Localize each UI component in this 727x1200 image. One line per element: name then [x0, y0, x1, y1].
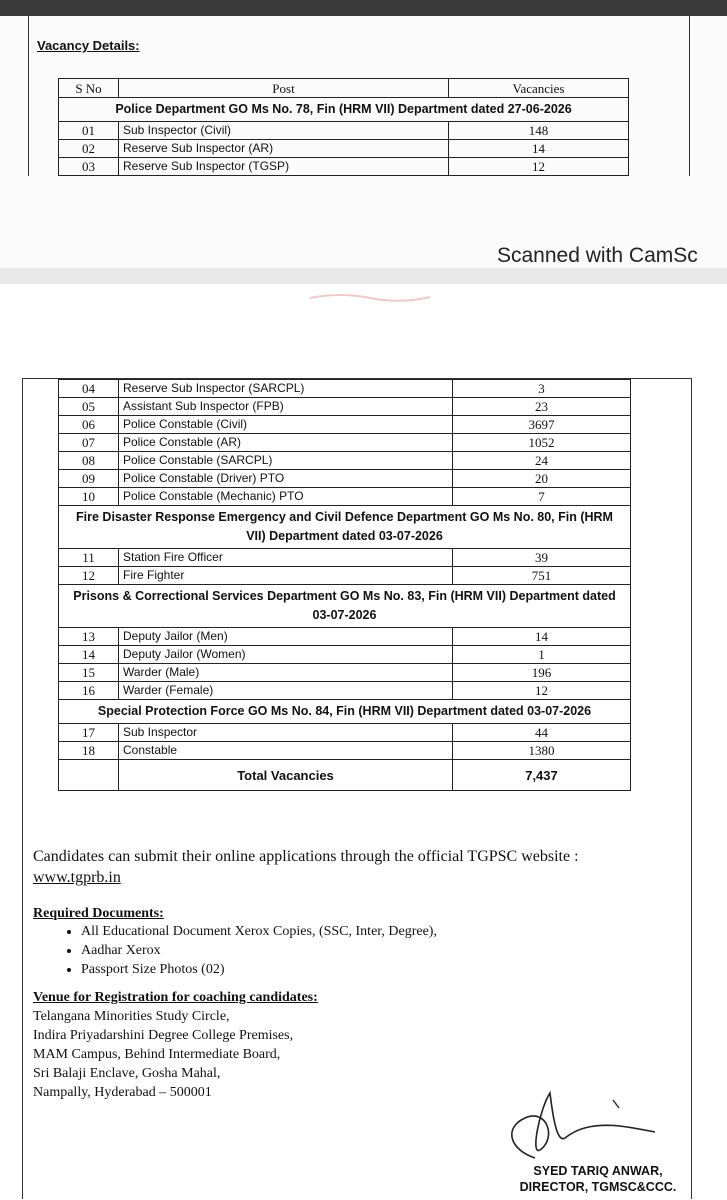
department-police: Police Department GO Ms No. 78, Fin (HRM VII) Department dated 27-06-2026	[59, 98, 629, 122]
required-list	[33, 922, 437, 979]
row-vacancies: 39	[453, 549, 631, 567]
table-row	[59, 549, 631, 567]
list-item: • Passport Size Photos (02)	[81, 960, 437, 979]
row-vacancies: 20	[453, 470, 631, 488]
row-vacancies: 1380	[453, 742, 631, 760]
row-vacancies: 12	[449, 158, 629, 176]
row-post: Police Constable (AR)	[119, 434, 453, 452]
row-sno: 11	[59, 549, 119, 567]
row-vacancies: 14	[449, 140, 629, 158]
table-row	[59, 664, 631, 682]
row-vacancies: 3	[453, 380, 631, 398]
row-vacancies: 12	[453, 682, 631, 700]
table-row	[59, 567, 631, 585]
table-row	[59, 122, 629, 140]
department-row	[59, 585, 631, 628]
table-row	[59, 724, 631, 742]
row-sno: 05	[59, 398, 119, 416]
venue-line: Telangana Minorities Study Circle,	[33, 1009, 230, 1024]
row-vacancies: 196	[453, 664, 631, 682]
row-post: Warder (Female)	[119, 682, 453, 700]
required-documents	[33, 906, 437, 979]
row-sno: 16	[59, 682, 119, 700]
row-sno: 09	[59, 470, 119, 488]
table-row	[59, 470, 631, 488]
vacancy-heading: Vacancy Details:	[37, 38, 140, 53]
table-row	[59, 628, 631, 646]
venue-line: MAM Campus, Behind Intermediate Board,	[33, 1047, 281, 1062]
total-row	[59, 760, 631, 791]
row-post: Reserve Sub Inspector (AR)	[119, 140, 449, 158]
row-vacancies: 1	[453, 646, 631, 664]
application-note	[33, 846, 703, 888]
department-row	[59, 98, 629, 122]
required-title: Required Documents:	[33, 906, 164, 921]
row-vacancies: 44	[453, 724, 631, 742]
row-vacancies: 1052	[453, 434, 631, 452]
row-sno: 02	[59, 140, 119, 158]
venue-line: Nampally, Hyderabad – 500001	[33, 1085, 212, 1100]
venue-line: Indira Priyadarshini Degree College Premises,	[33, 1028, 294, 1043]
total-value: 7,437	[453, 760, 631, 791]
venue-line: Sri Balaji Enclave, Gosha Mahal,	[33, 1066, 221, 1081]
header-vacancies: Vacancies	[449, 79, 629, 98]
venue-title: Venue for Registration for coaching candidates:	[33, 990, 318, 1005]
row-post: Assistant Sub Inspector (FPB)	[119, 398, 453, 416]
row-post: Police Constable (SARCPL)	[119, 452, 453, 470]
row-post: Police Constable (Mechanic) PTO	[119, 488, 453, 506]
row-sno: 04	[59, 380, 119, 398]
row-post: Deputy Jailor (Women)	[119, 646, 453, 664]
department-spf: Special Protection Force GO Ms No. 84, Fin (HRM VII) Department dated 03-07-2026	[59, 700, 631, 724]
venue-block	[33, 988, 318, 1102]
table-row	[59, 140, 629, 158]
signatory-title: DIRECTOR, TGMSC&CCC.	[519, 1180, 677, 1194]
scanner-watermark: Scanned with CamSc	[497, 244, 698, 267]
header-sno: S No	[59, 79, 119, 98]
row-sno: 10	[59, 488, 119, 506]
table-row	[59, 434, 631, 452]
vacancy-table-part-2	[58, 379, 631, 791]
row-sno: 13	[59, 628, 119, 646]
row-post: Warder (Male)	[119, 664, 453, 682]
row-vacancies: 3697	[453, 416, 631, 434]
row-vacancies: 148	[449, 122, 629, 140]
row-vacancies: 14	[453, 628, 631, 646]
website-link[interactable]: www.tgprb.in	[33, 869, 121, 886]
table-row	[59, 158, 629, 176]
row-sno: 08	[59, 452, 119, 470]
row-post: Deputy Jailor (Men)	[119, 628, 453, 646]
row-sno: 06	[59, 416, 119, 434]
row-vacancies: 7	[453, 488, 631, 506]
row-sno: 07	[59, 434, 119, 452]
signatory-name: SYED TARIQ ANWAR,	[533, 1164, 663, 1178]
vacancy-table-part-1	[58, 78, 629, 176]
row-post: Reserve Sub Inspector (SARCPL)	[119, 380, 453, 398]
table-row	[59, 380, 631, 398]
row-sno: 15	[59, 664, 119, 682]
department-prisons: Prisons & Correctional Services Department GO Ms No. 83, Fin (HRM VII) Department dated 03-07-2026	[59, 585, 631, 628]
row-post: Sub Inspector	[119, 724, 453, 742]
row-vacancies: 23	[453, 398, 631, 416]
department-row	[59, 506, 631, 549]
scanned-page-1	[0, 16, 727, 269]
table-row	[59, 682, 631, 700]
row-post: Constable	[119, 742, 453, 760]
department-row	[59, 700, 631, 724]
row-sno: 18	[59, 742, 119, 760]
signatory	[508, 1163, 688, 1195]
row-sno: 03	[59, 158, 119, 176]
row-sno: 14	[59, 646, 119, 664]
table-header-row	[59, 79, 629, 98]
header-post: Post	[119, 79, 449, 98]
table-row	[59, 742, 631, 760]
row-post: Fire Fighter	[119, 567, 453, 585]
page-gap	[0, 268, 727, 284]
row-post: Police Constable (Driver) PTO	[119, 470, 453, 488]
application-text: Candidates can submit their online applications through the official TGPSC website :	[33, 848, 579, 865]
table-row	[59, 452, 631, 470]
stamp-smudge	[300, 290, 440, 304]
table-row	[59, 646, 631, 664]
total-empty-cell	[59, 760, 119, 791]
table-row	[59, 416, 631, 434]
row-sno: 12	[59, 567, 119, 585]
row-vacancies: 24	[453, 452, 631, 470]
row-sno: 01	[59, 122, 119, 140]
list-item: • All Educational Document Xerox Copies, (SSC, Inter, Degree),	[81, 922, 437, 941]
department-fire: Fire Disaster Response Emergency and Civil Defence Department GO Ms No. 80, Fin (HRM VII) Department dated 03-07-2026	[59, 506, 631, 549]
row-post: Station Fire Officer	[119, 549, 453, 567]
table-row	[59, 488, 631, 506]
table-row	[59, 398, 631, 416]
row-vacancies: 751	[453, 567, 631, 585]
total-label: Total Vacancies	[119, 760, 453, 791]
top-dark-bar	[0, 0, 727, 16]
row-sno: 17	[59, 724, 119, 742]
row-post: Reserve Sub Inspector (TGSP)	[119, 158, 449, 176]
signature	[495, 1088, 665, 1163]
list-item: • Aadhar Xerox	[81, 941, 437, 960]
row-post: Sub Inspector (Civil)	[119, 122, 449, 140]
row-post: Police Constable (Civil)	[119, 416, 453, 434]
